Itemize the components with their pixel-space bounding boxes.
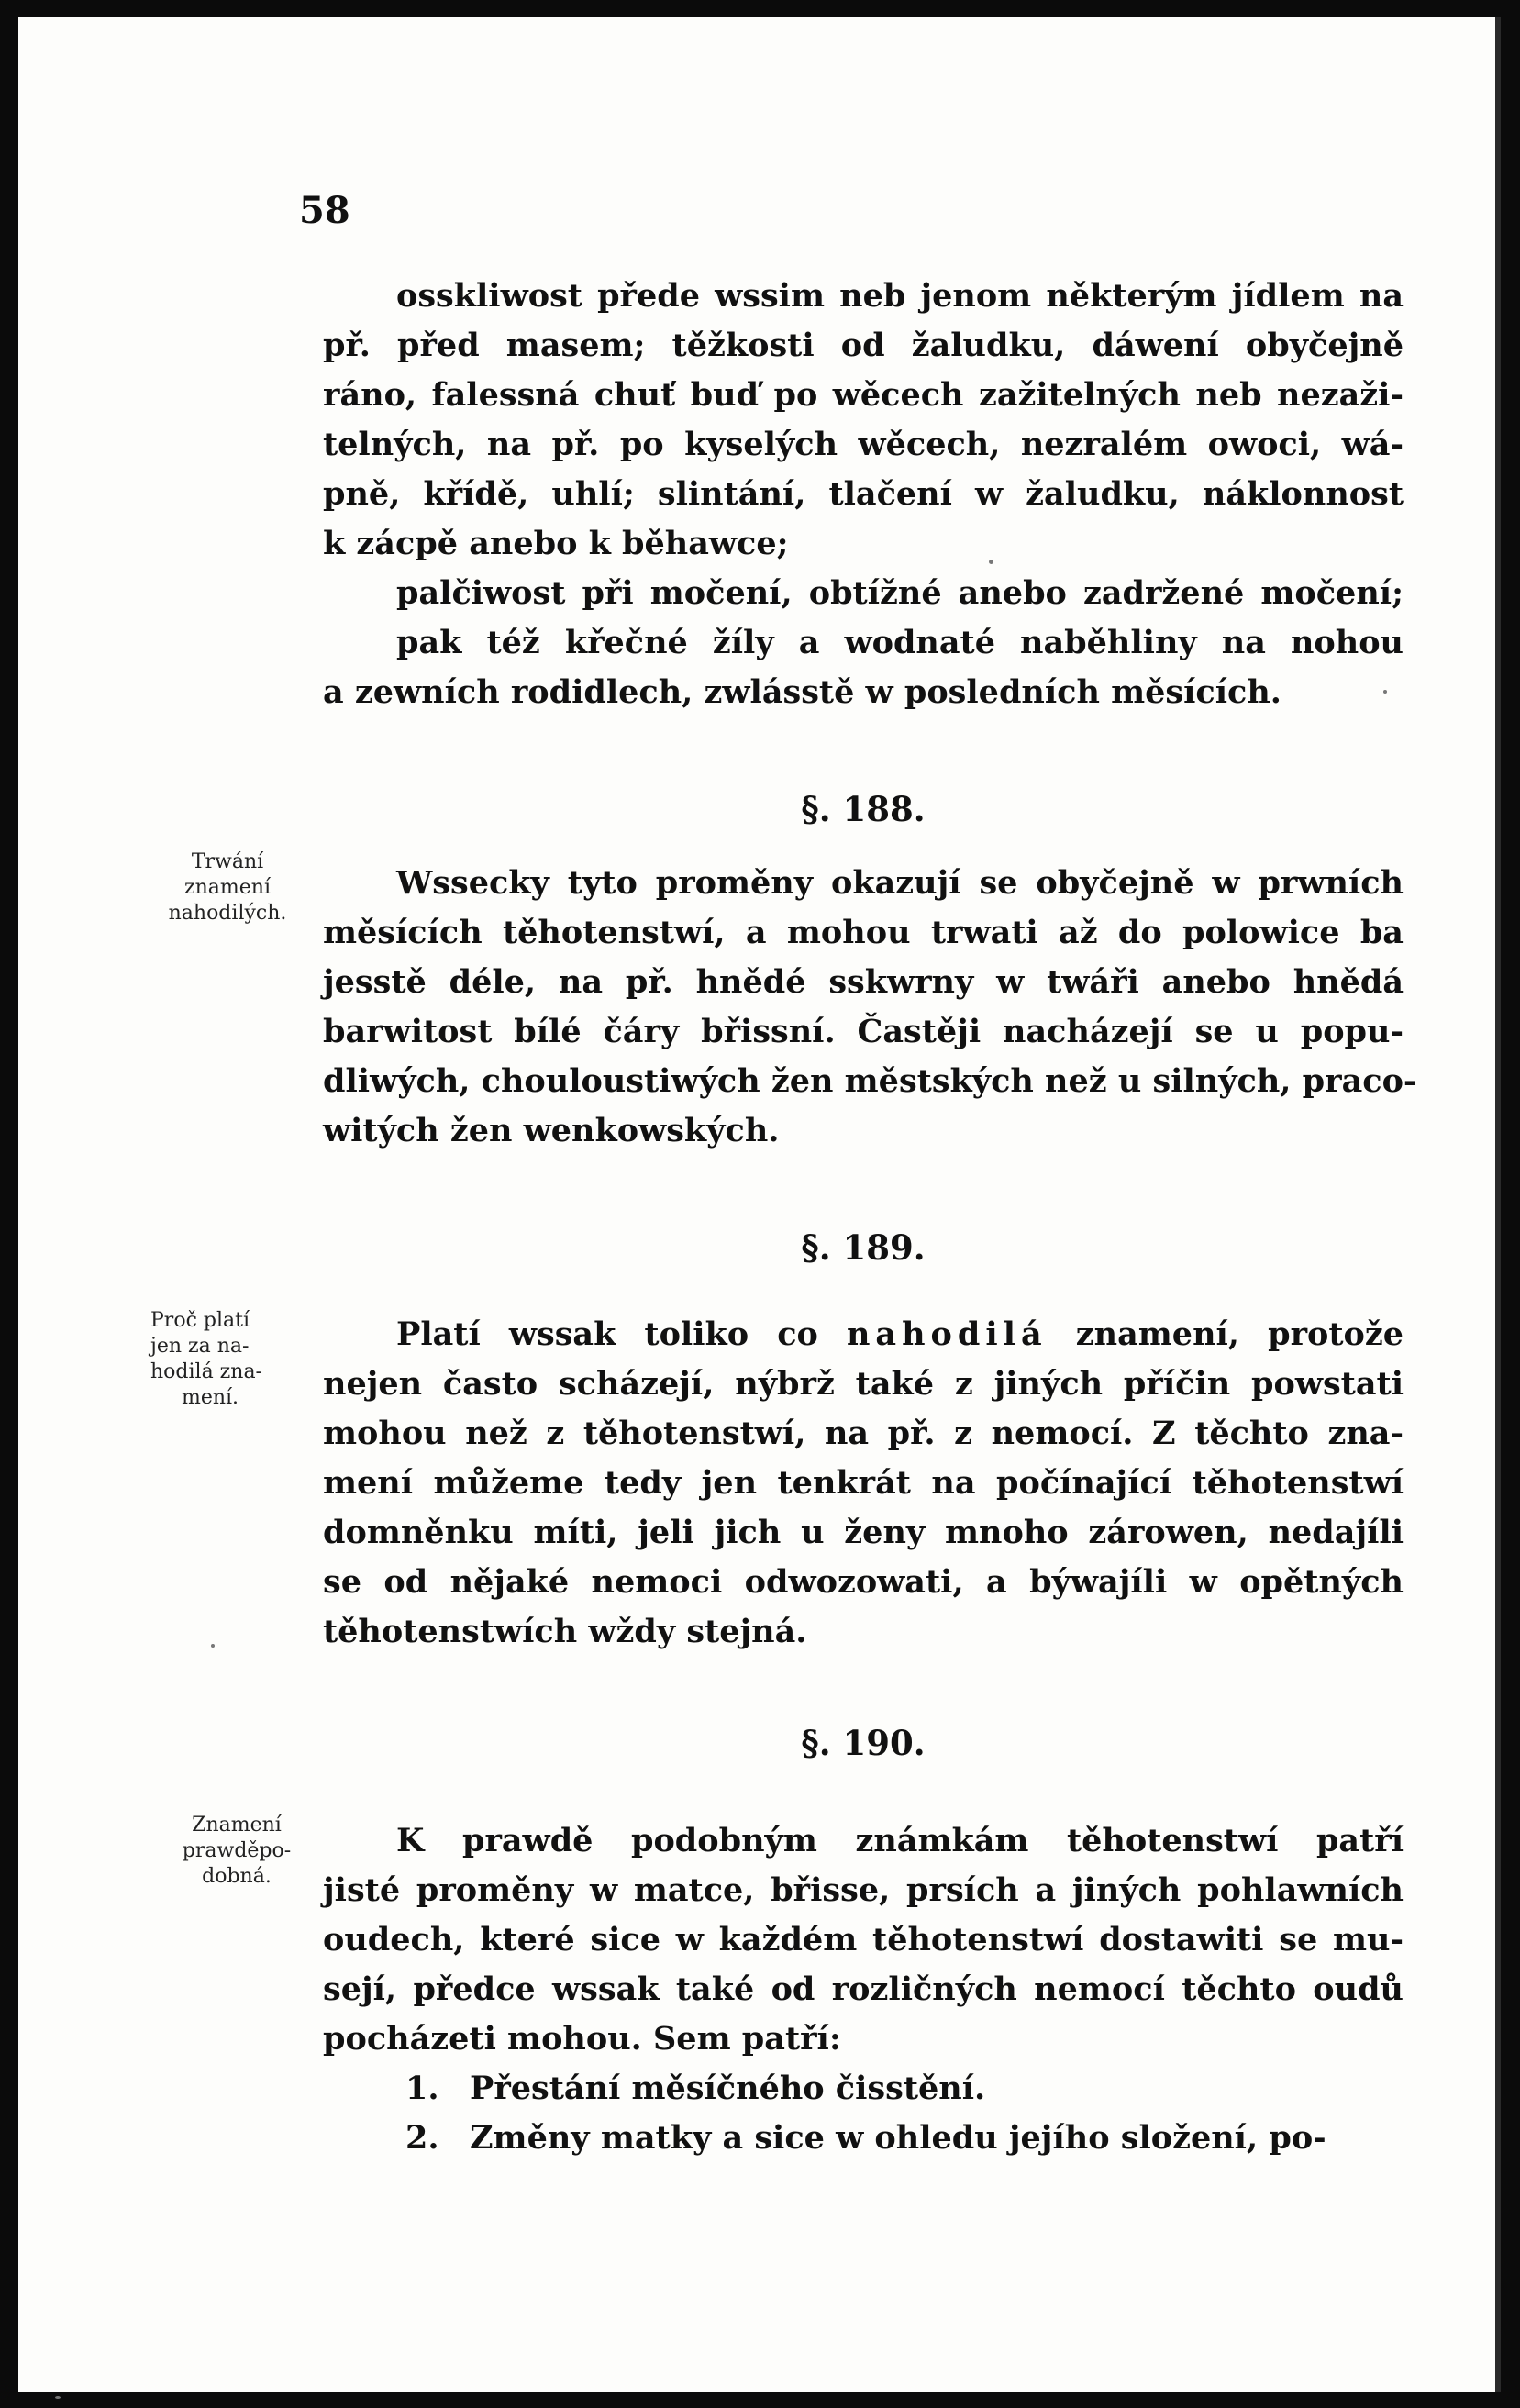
list-number: 1.	[405, 2070, 439, 2107]
print-speck	[1383, 690, 1387, 694]
list-item	[323, 2114, 1404, 2163]
text-line: sejí, předce wssak také od rozličných nemocí těchto oudů	[323, 1970, 1404, 2008]
margin-note-line: Proč platí	[150, 1309, 250, 1332]
list-number: 2.	[405, 2119, 439, 2157]
print-speck	[989, 560, 993, 564]
text-line: nejen často scházejí, nýbrž také z jiných příčin powstati	[323, 1365, 1404, 1403]
text-line: pocházeti mohou. Sem patří:	[323, 2020, 841, 2058]
margin-note-line: mení.	[181, 1386, 239, 1409]
section-heading-189: §. 189.	[801, 1227, 926, 1268]
text-line: mohou než z těhotenstwí, na př. z nemocí. Z těchto zna-	[323, 1415, 1404, 1452]
list-item	[323, 2064, 1404, 2114]
margin-note-line: dobná.	[202, 1865, 272, 1888]
spaced-word: nahodilá	[846, 1315, 1048, 1353]
margin-note-189	[138, 1308, 312, 1411]
text-line: barwitost bílé čáry břissní. Častěji nacházejí se u popu-	[323, 1013, 1404, 1050]
text-line: jisté proměny w matce, břisse, prsích a jiných pohlawních	[323, 1871, 1404, 1909]
text-line: oudech, které sice w každém těhotenstwí dostawiti se mu-	[323, 1921, 1404, 1959]
text-line: Wssecky tyto proměny okazují se obyčejně w prwních	[396, 864, 1404, 902]
text-line: se od nějaké nemoci odwozowati, a býwajíli w opětných	[323, 1563, 1404, 1601]
text-line: domněnku míti, jeli jich u ženy mnoho zárowen, nedajíli	[323, 1514, 1404, 1551]
text-line	[323, 1310, 1404, 1359]
text-line: jesstě déle, na př. hnědé sskwrny w twáři anebo hnědá	[323, 963, 1404, 1001]
margin-note-188	[147, 849, 308, 927]
margin-note-line: prawděpo-	[182, 1839, 292, 1862]
margin-note-line: nahodilých.	[168, 902, 287, 925]
text-line: pně, křídě, uhlí; slintání, tlačení w žaludku, náklonnost	[323, 475, 1404, 513]
first-words: Platí wssak toliko co	[396, 1315, 818, 1353]
text-line: těhotenstwích wždy stejná.	[323, 1613, 807, 1650]
text-line: k zácpě anebo k běhawce;	[323, 525, 789, 562]
margin-note-line: Znamení	[192, 1814, 282, 1837]
print-speck	[55, 2396, 61, 2399]
book-page	[18, 17, 1501, 2392]
text-line: měsících těhotenstwí, a mohou trwati až do polowice ba	[323, 914, 1404, 951]
text-line: palčiwost při močení, obtížné anebo zadržené močení;	[396, 574, 1404, 612]
text-line: telných, na př. po kyselých wěcech, nezralém owoci, wá-	[323, 426, 1404, 463]
text-line: ráno, falessná chuť buď po wěcech zažitelných neb nezaži-	[323, 376, 1404, 414]
text-line: witých žen wenkowských.	[323, 1112, 780, 1149]
margin-note-line: znamení	[184, 876, 271, 899]
section-188-paragraph	[323, 859, 1417, 1156]
text-line: mení můžeme tedy jen tenkrát na počínající těhotenstwí	[323, 1464, 1404, 1502]
first-line-rest: znamení, protože	[1075, 1315, 1404, 1353]
margin-note-line: jen za na-	[150, 1335, 250, 1358]
section-heading-190: §. 190.	[801, 1723, 926, 1763]
page-number: 58	[299, 189, 350, 232]
text-line: a zewních rodidlech, zwlásstě w posledních měsících.	[323, 673, 1281, 711]
section-189-paragraph	[323, 1310, 1404, 1657]
section-heading-188: §. 188.	[801, 789, 926, 829]
text-line: dliwých, chouloustiwých žen městských než u silných, praco-	[323, 1062, 1417, 1100]
section-190-paragraph	[323, 1816, 1404, 2163]
list-text: Změny matky a sice w ohledu jejího složení, po-	[470, 2119, 1326, 2157]
text-line: př. před masem; těžkosti od žaludku, dáwení obyčejně	[323, 327, 1404, 364]
text-line: osskliwost přede wssim neb jenom některým jídlem na	[396, 277, 1404, 315]
margin-note-190	[156, 1813, 317, 1890]
text-line: K prawdě podobným známkám těhotenstwí patří	[396, 1822, 1404, 1859]
text-line: pak též křečné žíly a wodnaté naběhliny na nohou	[396, 624, 1404, 661]
continuation-paragraph	[323, 272, 1404, 717]
print-speck	[211, 1644, 215, 1648]
margin-note-line: hodilá zna-	[150, 1360, 262, 1383]
margin-note-line: Trwání	[191, 850, 264, 873]
list-text: Přestání měsíčného čisstění.	[470, 2070, 986, 2107]
